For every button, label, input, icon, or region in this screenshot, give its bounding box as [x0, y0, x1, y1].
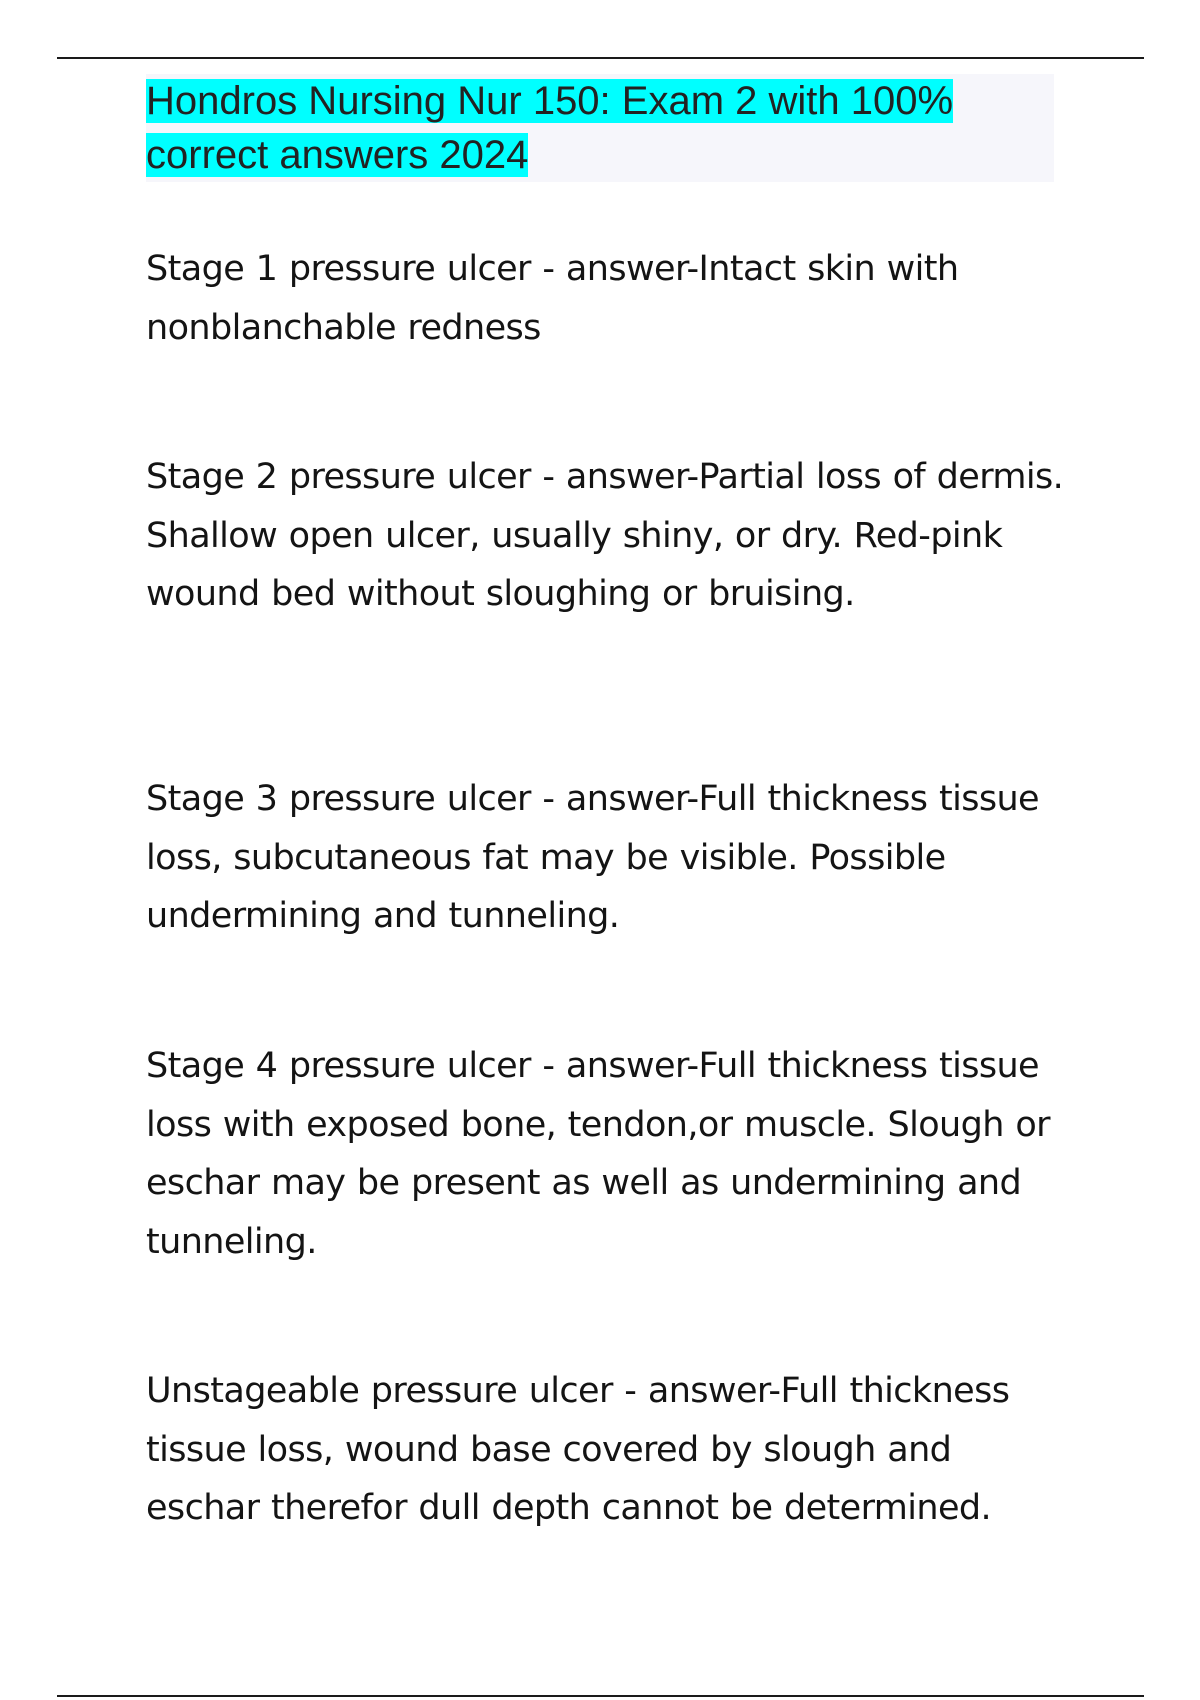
qa-item-unstageable — [146, 1362, 1066, 1538]
qa-separator: - answer- — [612, 1371, 781, 1411]
qa-separator: - answer- — [530, 779, 699, 819]
qa-term: Stage 1 pressure ulcer — [146, 249, 531, 289]
qa-item-stage-1 — [146, 240, 1066, 357]
qa-term: Stage 2 pressure ulcer — [146, 457, 531, 497]
qa-item-stage-3 — [146, 770, 1066, 946]
qa-term: Stage 3 pressure ulcer — [146, 779, 531, 819]
document-title — [146, 74, 1054, 182]
top-divider — [57, 57, 1144, 59]
title-highlight: Hondros Nursing Nur 150: Exam 2 with 100% correct answers 2024 — [146, 79, 954, 177]
document-header — [146, 74, 1054, 182]
qa-item-stage-2 — [146, 448, 1066, 624]
bottom-divider — [57, 1695, 1144, 1697]
qa-item-stage-4 — [146, 1037, 1066, 1271]
qa-answer: Full thickness tissue loss with exposed bone, tendon,or muscle. Slough or eschar may be present as well as undermining and tunneling. — [146, 1046, 1050, 1262]
qa-answer: Full thickness tissue loss, wound base covered by slough and eschar therefor dull depth cannot be determined. — [146, 1371, 1010, 1528]
qa-separator: - answer- — [530, 457, 699, 497]
qa-answer: Partial loss of dermis. Shallow open ulcer, usually shiny, or dry. Red-pink wound bed without sloughing or bruising. — [146, 457, 1064, 614]
qa-term: Stage 4 pressure ulcer — [146, 1046, 531, 1086]
qa-separator: - answer- — [530, 249, 699, 289]
qa-answer: Full thickness tissue loss, subcutaneous fat may be visible. Possible undermining and tunneling. — [146, 779, 1039, 936]
qa-term: Unstageable pressure ulcer — [146, 1371, 613, 1411]
qa-answer: Intact skin with nonblanchable redness — [146, 249, 959, 348]
qa-separator: - answer- — [530, 1046, 699, 1086]
